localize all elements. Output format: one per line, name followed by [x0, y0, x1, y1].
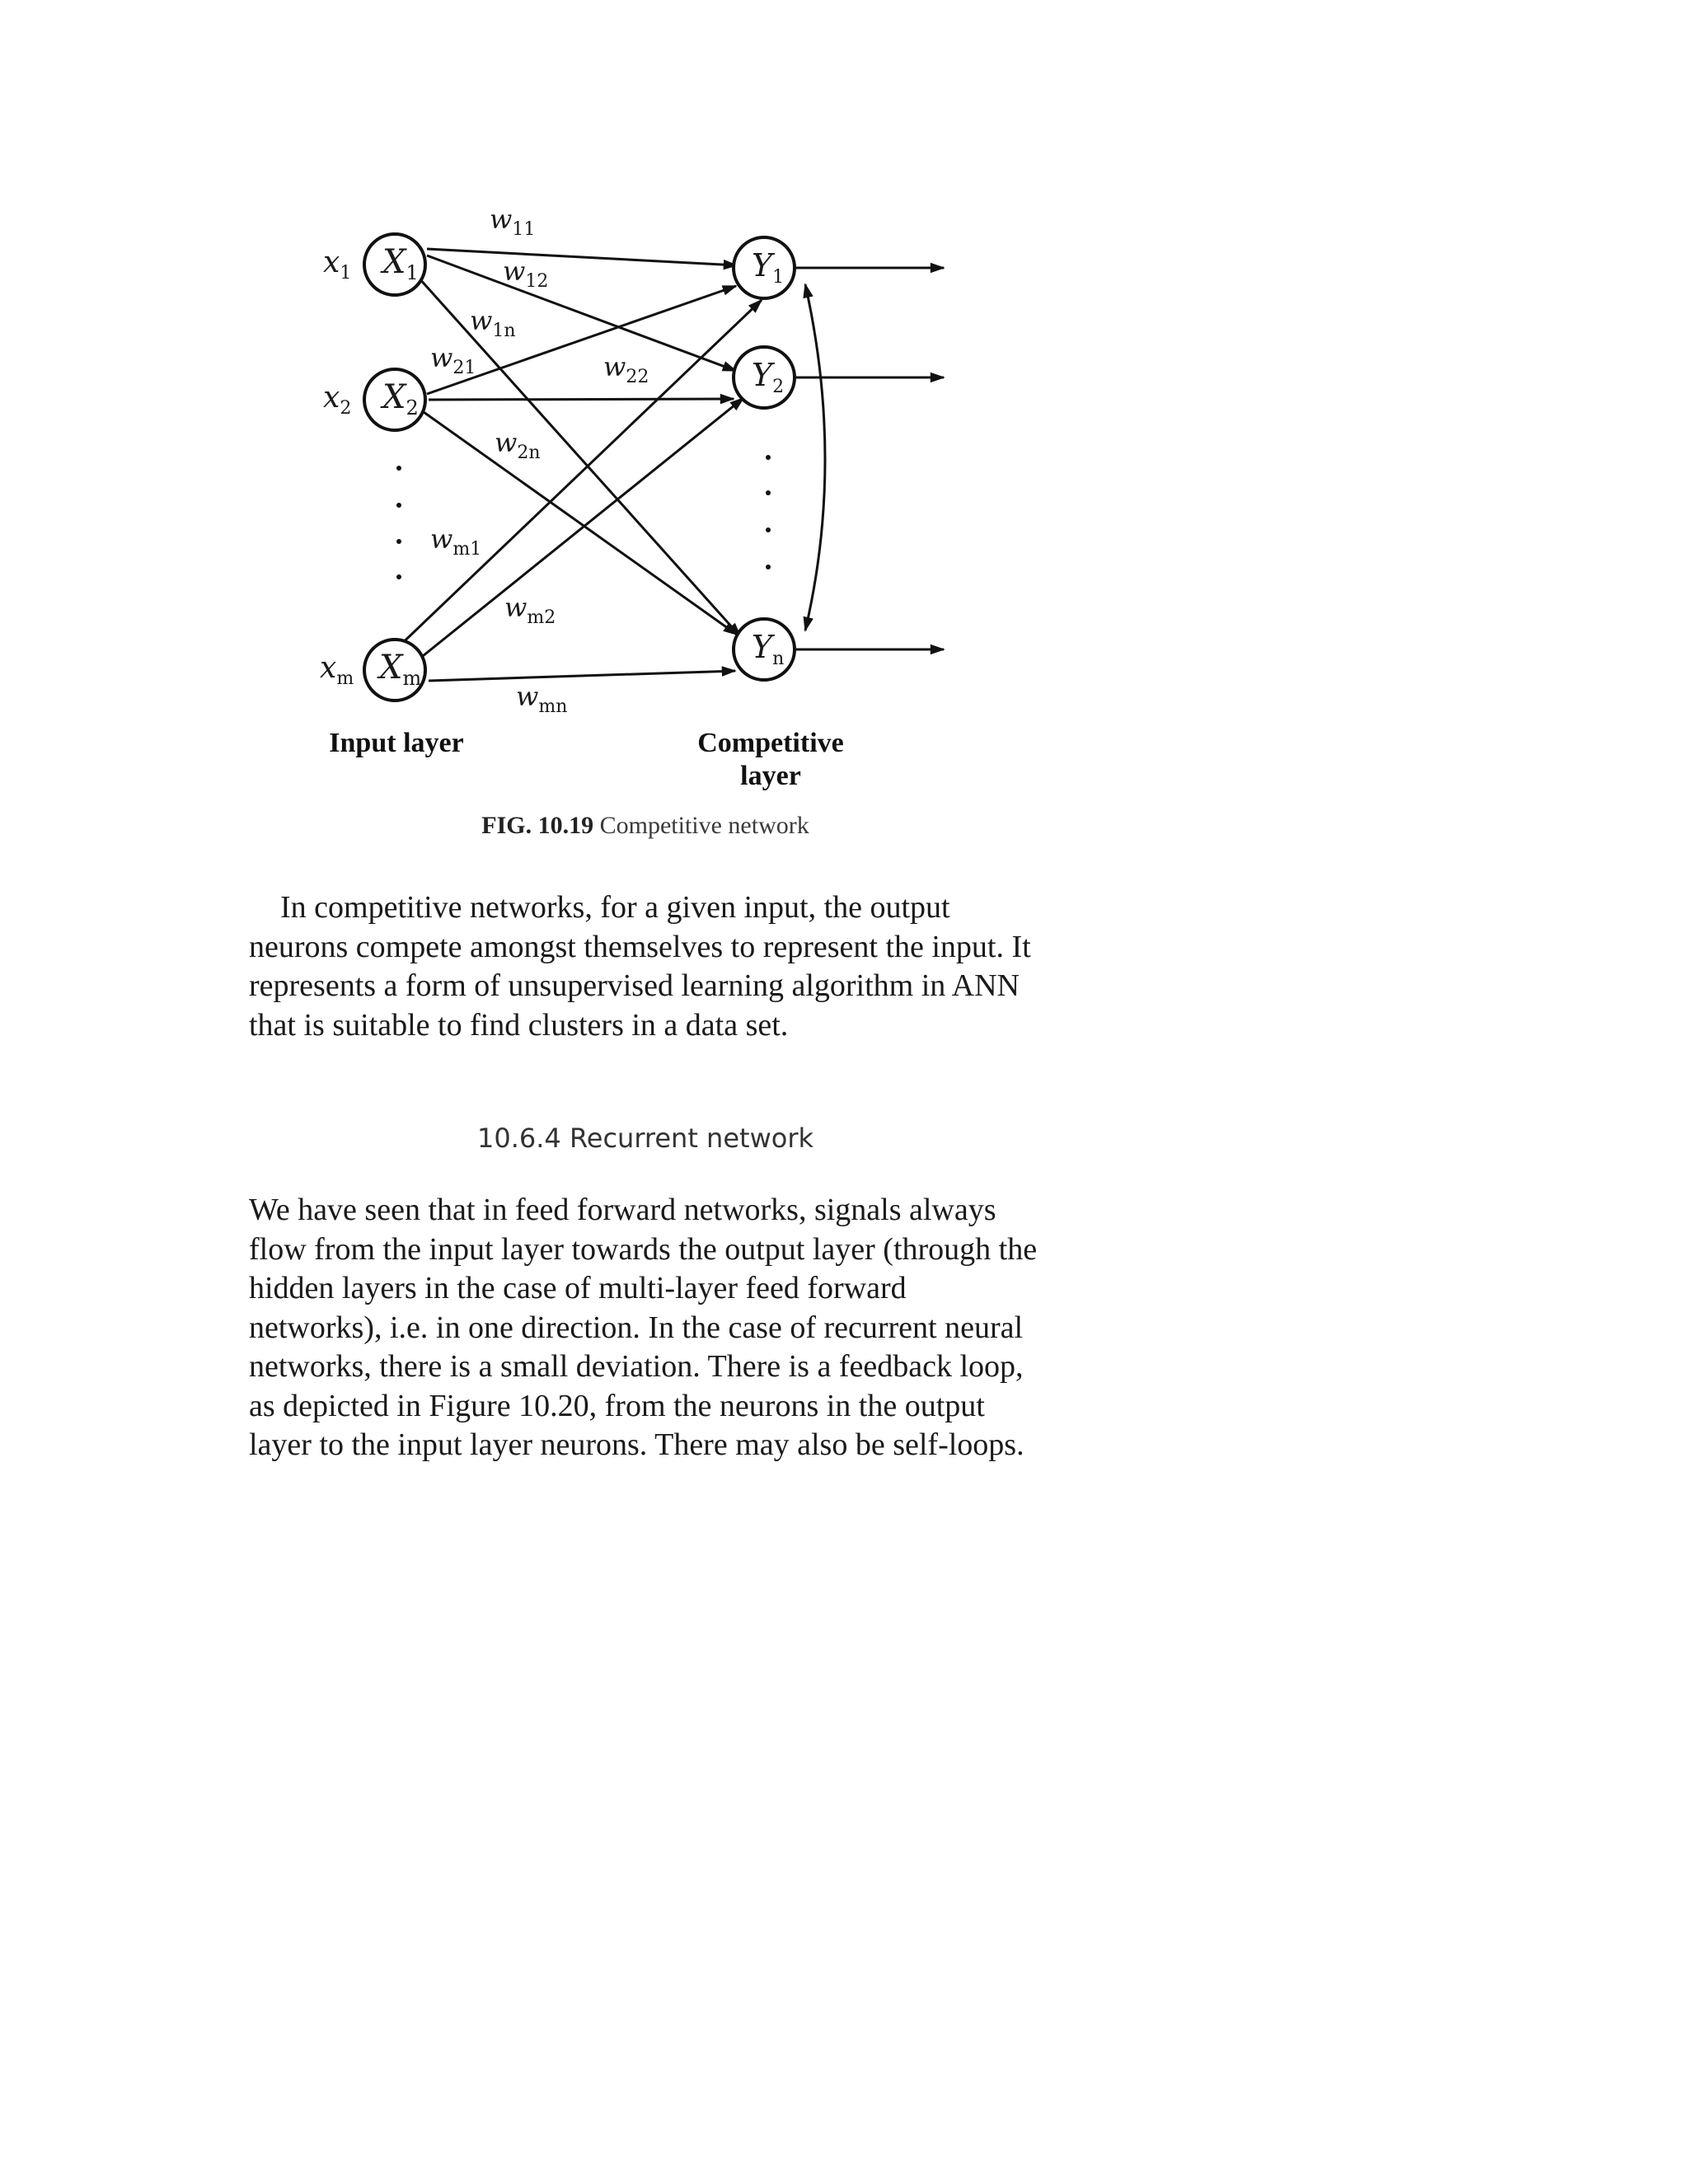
paragraph-competitive-networks: In competitive networks, for a given input, the output neurons compete amongst themselves to represent the input. It represents a form of unsupervised learning algorithm in ANN that is suitable to find clusters in a data set. [249, 890, 1031, 1043]
output-neuron-n-label: $Y_n$ [752, 629, 785, 669]
input-neuron-m-label: $X_m$ [379, 649, 422, 690]
figure-title: Competitive network [599, 812, 809, 839]
output-neuron-1-label: $Y_1$ [752, 247, 785, 288]
weight-w1n: $w_{1n}$ [470, 305, 516, 341]
weight-wmn: $w_{mn}$ [516, 681, 568, 717]
input-neuron-1-label: $X_1$ [382, 243, 419, 284]
input-signal-m: $x_m$ [320, 651, 354, 689]
output-ellipsis [766, 455, 771, 569]
lateral-inhibition-arc [805, 284, 825, 630]
weight-w22: $w_{22}$ [603, 351, 649, 387]
input-layer-label: Input layer [329, 728, 464, 758]
weight-w21: $w_{21}$ [430, 342, 476, 378]
weight-wm2: $w_{m2}$ [504, 592, 556, 628]
output-neuron-2-label: $Y_2$ [752, 357, 785, 397]
weight-w2n: $w_{2n}$ [495, 427, 541, 463]
figure-number: FIG. 10.19 [481, 812, 594, 839]
weight-w11: $w_{11}$ [490, 204, 536, 240]
paragraph-recurrent-network: We have seen that in feed forward networks, signals always flow from the input layer towards the output layer (through the hidden layers in the case of multi-layer feed forward networks), i.e. in one direction. In the case of recurrent neural networks, there is a small deviation. There is a feedback loop, as depicted in Figure 10.20, from the neurons in the output layer to the input layer neurons. There may also be self-loops. [249, 1193, 1038, 1462]
competitive-network-diagram [0, 0, 1688, 824]
edge-x2-yn [424, 412, 737, 635]
input-neuron-2-label: $X_2$ [382, 378, 419, 419]
competitive-layer-label-line1: Competitive [697, 728, 844, 758]
section-heading: 10.6.4 Recurrent network [477, 1122, 814, 1154]
edge-xm-yn [429, 671, 735, 681]
input-ellipsis [396, 466, 401, 579]
input-signal-2: $x_2$ [323, 381, 352, 419]
input-signal-1: $x_1$ [323, 246, 352, 284]
weight-wm1: $w_{m1}$ [430, 523, 482, 560]
competitive-layer-label-line2: layer [740, 761, 801, 791]
edge-x2-y2 [429, 399, 734, 400]
edge-x1-y1 [427, 249, 737, 265]
edge-xm-y2 [419, 398, 743, 659]
weight-w12: $w_{12}$ [503, 255, 549, 292]
figure-caption [0, 812, 1291, 840]
